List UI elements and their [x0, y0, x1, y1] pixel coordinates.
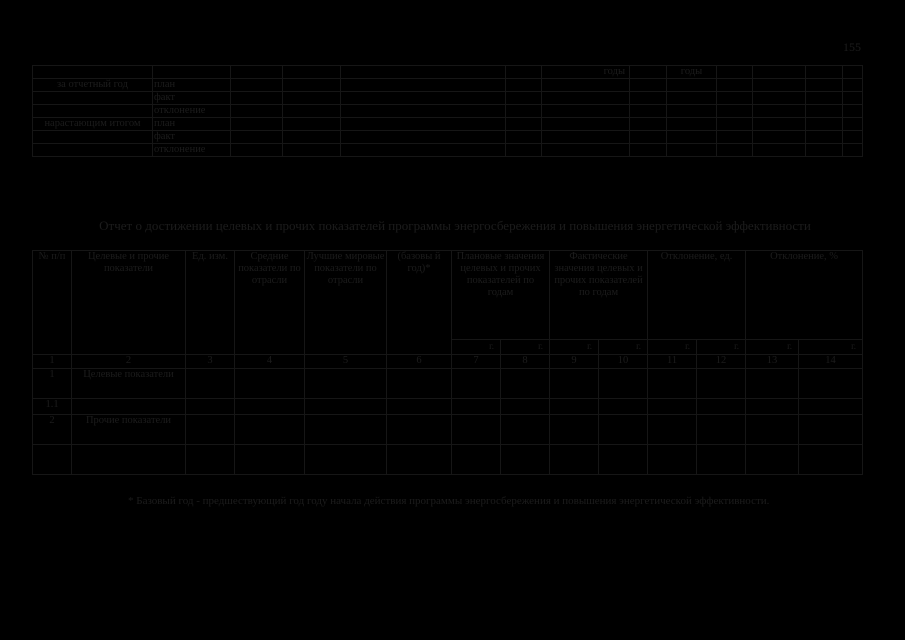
- col-header-unit: Ед. изм.: [186, 251, 235, 355]
- col-header-dev-units: Отклонение, ед.: [648, 251, 746, 340]
- year-label: г.: [746, 340, 799, 355]
- report-table: [32, 250, 863, 475]
- column-number: 4: [235, 355, 305, 369]
- table-row: [33, 369, 863, 399]
- col-header-num: № п/п: [33, 251, 72, 355]
- row-number: [33, 445, 72, 475]
- column-number: 8: [501, 355, 550, 369]
- column-number: 12: [697, 355, 746, 369]
- column-number: 7: [452, 355, 501, 369]
- year-label: г.: [648, 340, 697, 355]
- row-number: 1: [33, 369, 72, 399]
- measure-label: план: [153, 79, 231, 92]
- table-row: [33, 118, 863, 131]
- table-row: [33, 445, 863, 475]
- measure-label: отклонение: [153, 144, 231, 157]
- column-number: 2: [72, 355, 186, 369]
- year-label: г.: [799, 340, 863, 355]
- year-label: г.: [452, 340, 501, 355]
- page-number: 155: [843, 40, 861, 54]
- col-header-indicators: Целевые и прочие показатели: [72, 251, 186, 355]
- period-label: за отчетный год: [33, 79, 153, 92]
- table-row: [33, 66, 863, 79]
- years-header: годы: [667, 66, 717, 79]
- measure-label: план: [153, 118, 231, 131]
- column-number: 3: [186, 355, 235, 369]
- period-label: нарастающим итогом: [33, 118, 153, 131]
- column-number: 5: [305, 355, 387, 369]
- col-header-plan: Плановые значения целевых и прочих показателей по годам: [452, 251, 550, 340]
- col-header-fact: Фактические значения целевых и прочих показателей по годам: [550, 251, 648, 340]
- table-row: [33, 131, 863, 144]
- row-indicator: [72, 445, 186, 475]
- table-row: [33, 415, 863, 445]
- year-label: г.: [501, 340, 550, 355]
- year-label: г.: [697, 340, 746, 355]
- row-number: 1.1: [33, 399, 72, 415]
- row-indicator: Прочие показатели: [72, 415, 186, 445]
- column-number-row: [33, 355, 863, 369]
- column-number: 9: [550, 355, 599, 369]
- table-row: [33, 144, 863, 157]
- column-number: 13: [746, 355, 799, 369]
- measure-label: отклонение: [153, 105, 231, 118]
- col-header-best: Лучшие мировые показатели по отрасли: [305, 251, 387, 355]
- top-table: [32, 65, 863, 157]
- column-number: 14: [799, 355, 863, 369]
- table-row: [33, 399, 863, 415]
- row-indicator: Целевые показатели: [72, 369, 186, 399]
- footnote-text: * Базовый год - предшествующий год году начала действия программы энергосбережения и повышения энергетической эффективности.: [128, 495, 770, 507]
- year-label: г.: [550, 340, 599, 355]
- row-indicator: [72, 399, 186, 415]
- year-label: г.: [599, 340, 648, 355]
- column-number: 10: [599, 355, 648, 369]
- column-number: 6: [387, 355, 452, 369]
- table-row: [33, 79, 863, 92]
- col-header-avg: Средние показатели по отрасли: [235, 251, 305, 355]
- table-row: [33, 105, 863, 118]
- col-header-dev-pct: Отклонение, %: [746, 251, 863, 340]
- header-row: [33, 251, 863, 340]
- row-number: 2: [33, 415, 72, 445]
- footnote: [88, 494, 860, 508]
- col-header-base: (базовы й год)*: [387, 251, 452, 355]
- table-row: [33, 92, 863, 105]
- column-number: 11: [648, 355, 697, 369]
- measure-label: факт: [153, 92, 231, 105]
- report-title: Отчет о достижении целевых и прочих показателей программы энергосбережения и повышения энергетической эффективности: [99, 218, 811, 233]
- column-number: 1: [33, 355, 72, 369]
- years-header: годы: [542, 66, 630, 79]
- measure-label: факт: [153, 131, 231, 144]
